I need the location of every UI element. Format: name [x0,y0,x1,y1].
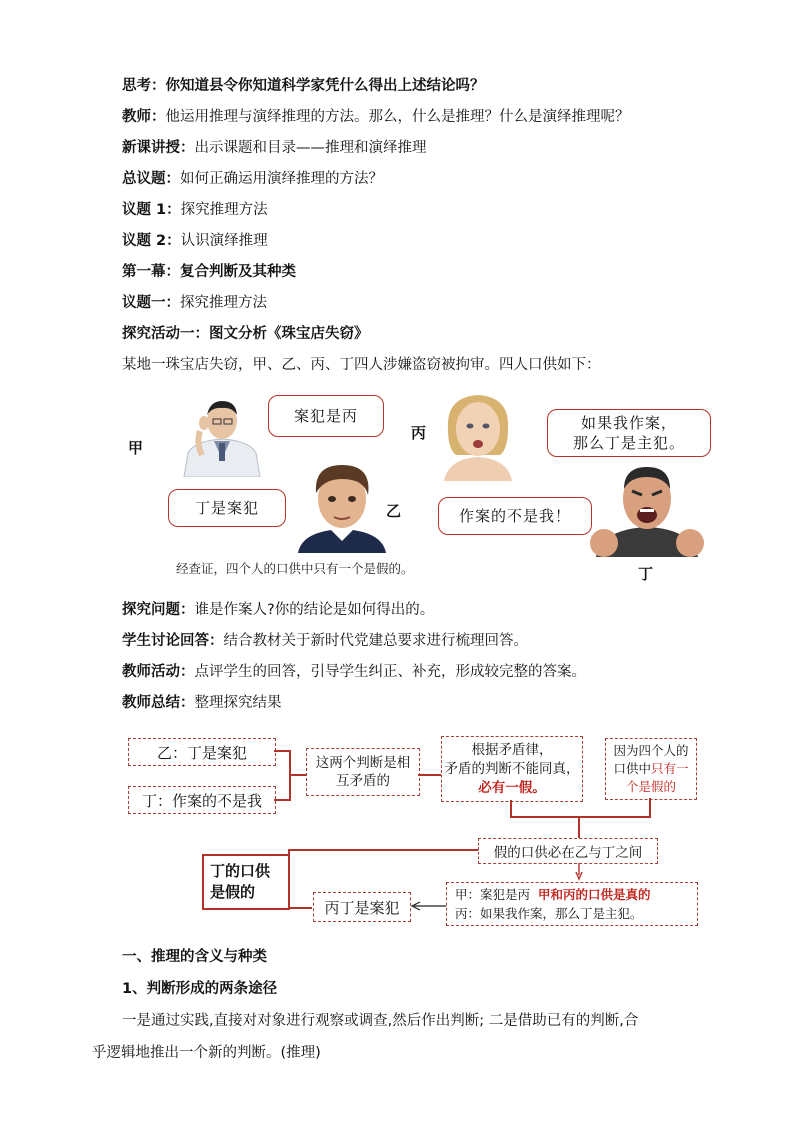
box-culprit: 丙丁是案犯 [313,892,411,922]
line-label: 教师： [122,109,166,125]
box-text-highlight: 只有一 [651,761,689,776]
suspect-jia-image [174,395,270,477]
line-label: 议题一： [122,295,180,311]
suspect-ding-image [588,459,706,557]
connector-line [288,849,478,851]
figure-caption: 经查证，四个人的口供中只有一个是假的。 [176,561,414,576]
box-line: 互矛盾的 [336,773,390,789]
topic-1-line [122,200,268,220]
think-line [122,76,485,96]
bubble-line: 那么丁是主犯。 [572,434,685,452]
paragraph-line: 一是通过实践,直接对对象进行观察或调查,然后作出判断; 二是借助已有的判断,合 [122,1013,639,1029]
box-true-testimonies [446,882,698,926]
line-text: 探究推理方法 [180,295,267,311]
line-text: 如何正确运用演绎推理的方法？ [180,171,383,187]
line-text: 结合教材关于新时代党建总要求进行梳理回答。 [223,633,528,649]
label-bing: 丙 [411,424,427,442]
box-line: 矛盾的判断不能同真， [444,760,580,777]
connector-line [649,798,651,816]
label-ding: 丁 [638,565,654,583]
box-text: 甲：案犯是丙 [455,887,531,902]
paragraph-line: 乎逻辑地推出一个新的判断。(推理) [92,1045,321,1061]
suspects-illustration [120,385,720,590]
box-conclusion [202,854,290,910]
section-subheading: 1、判断形成的两条途径 [122,981,278,997]
box-line: 丙：如果我作案，那么丁是主犯。 [455,906,643,921]
line-text: 点评学生的回答，引导学生纠正、补充，形成较完整的答案。 [194,664,586,680]
line-label: 学生讨论回答： [122,633,224,649]
box-text-highlight: 甲和丙的口供是真的 [537,887,651,902]
box-line [613,760,688,778]
act-one-line [122,262,296,282]
section-heading: 一、推理的含义与种类 [122,949,267,965]
box-text: 口供中 [613,761,651,776]
box-line [455,885,650,904]
teacher-line [122,107,630,127]
box-contradiction [306,748,420,796]
line-label: 教师总结： [122,695,195,711]
line-label: 思考： [122,78,166,94]
box-law-of-contradiction [441,736,583,802]
line-text: 探究推理方法 [180,202,268,218]
line-text: 他运用推理与演绎推理的方法。那么，什么是推理？什么是演绎推理呢？ [165,109,630,125]
question-line [122,600,434,620]
discussion-line [122,631,528,651]
line-label: 议题 2： [122,233,181,249]
activity-one-line [122,324,369,344]
line-label: 议题 1： [122,202,181,218]
suspect-yi-image [294,457,390,553]
teacher-activity-line [122,662,586,682]
line-text: 整理探究结果 [194,695,282,711]
line-text: 谁是作案人?你的结论是如何得出的。 [194,602,435,618]
connector-line [418,774,442,776]
connector-line [288,907,312,909]
line-text: 你知道县令你知道科学家凭什么得出上述结论吗？ [165,78,485,94]
speech-bubble-jia: 案犯是丙 [268,395,384,437]
box-yi-statement: 乙：丁是案犯 [128,738,276,766]
line-label: 总议题： [122,171,180,187]
label-jia: 甲 [128,439,144,457]
topic-2-line [122,231,268,251]
speech-bubble-bing [547,409,711,457]
line-label: 第一幕：复合判断及其种类 [122,264,296,280]
speech-bubble-ding: 作案的不是我！ [438,497,592,535]
box-line-highlight: 个是假的 [625,779,676,794]
connector-line [510,816,651,818]
box-line: 根据矛盾律， [471,741,553,758]
left-arrow-icon [410,900,446,912]
speech-bubble-yi: 丁是案犯 [168,489,286,527]
conclusion-line: 丁的口供 [210,862,271,880]
line-label: 探究问题： [122,602,195,618]
down-arrow-icon [575,863,583,881]
label-yi: 乙 [386,502,402,520]
box-ding-statement: 丁：作案的不是我 [128,786,276,814]
bubble-line: 如果我作案， [580,414,677,432]
box-only-one-false [605,738,697,800]
box-false-between: 假的口供必在乙与丁之间 [478,838,658,864]
line-label: 教师活动： [122,664,195,680]
connector-line [289,774,307,776]
connector-line [510,800,512,816]
main-topic-line [122,169,383,189]
box-line: 这两个判断是相 [315,755,411,771]
line-label: 新课讲授： [122,140,195,156]
box-line: 因为四个人的 [613,743,689,758]
box-line-highlight: 必有一假。 [478,779,546,796]
topic-one-line [122,293,267,313]
line-label: 探究活动一：图文分析《珠宝店失窃》 [122,326,369,342]
conclusion-line: 是假的 [210,883,256,901]
case-intro-line [122,355,601,375]
suspect-bing-image [438,389,518,481]
teacher-summary-line [122,693,282,713]
connector-line [274,799,290,801]
line-text: 某地一珠宝店失窃，甲、乙、丙、丁四人涉嫌盗窃被拘审。四人口供如下： [122,357,601,373]
connector-line [578,816,580,838]
reasoning-flow-diagram [0,730,794,930]
connector-line [274,750,290,752]
line-text: 出示课题和目录——推理和演绎推理 [194,140,427,156]
new-lesson-line [122,138,427,158]
line-text: 认识演绎推理 [180,233,268,249]
